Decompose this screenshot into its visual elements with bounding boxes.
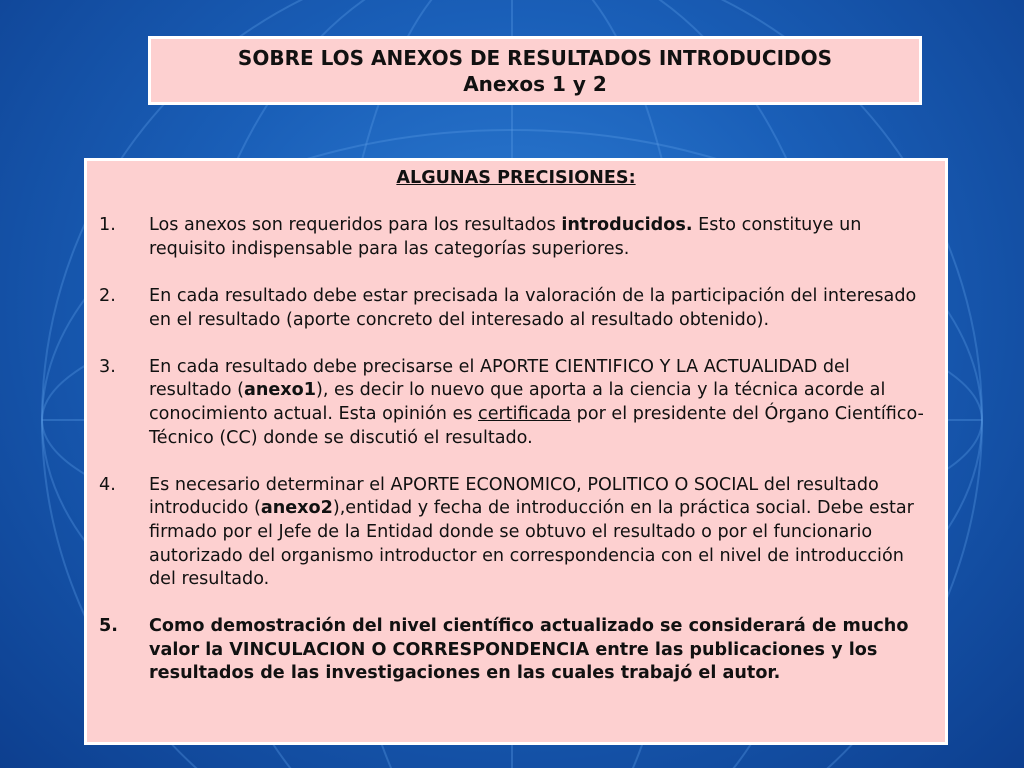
list-item-5: [99, 615, 933, 686]
list-item-4: [99, 474, 933, 592]
item-text: ),entidad y fecha de introducción en la práctica social. Debe estar firmado por el Jefe de la Entidad donde se obtuvo el resultado o por el funcionario autorizado del organismo introductor en correspondencia con el nivel de introducción del resultado.: [149, 498, 914, 590]
item-text: Los anexos son requeridos para los resultados: [149, 215, 562, 236]
item-text: Es necesario determinar el APORTE ECONOMICO, POLITICO O SOCIAL del resultado introducido (: [149, 474, 879, 519]
item-bold-text: anexo1: [243, 380, 316, 401]
precisions-heading: ALGUNAS PRECISIONES:: [396, 168, 636, 188]
item-underlined-text: certificada: [478, 403, 572, 424]
item-number: 1.: [99, 215, 116, 236]
slide-title-box: [148, 36, 922, 105]
item-number: 5.: [99, 616, 118, 637]
item-text: En cada resultado debe estar precisada la valoración de la participación del interesado en el resultado (aporte concreto del interesado al resultado obtenido).: [149, 285, 917, 330]
item-text: En cada resultado debe precisarse el APORTE CIENTIFICO Y LA ACTUALIDAD del resultado (: [149, 356, 850, 401]
item-number: 4.: [99, 474, 116, 495]
item-number: 3.: [99, 356, 116, 377]
list-item-1: [99, 214, 933, 261]
item-text: ), es decir lo nuevo que aporta a la ciencia y la técnica acorde al conocimiento actual. Esta opinión es: [149, 380, 886, 424]
item-number: 2.: [99, 285, 116, 306]
list-item-3: [99, 356, 933, 450]
item-text: Esto constituye un requisito indispensable para las categorías superiores.: [149, 215, 862, 259]
precisions-box: [84, 158, 948, 745]
slide-subtitle: Anexos 1 y 2: [463, 72, 607, 96]
slide-title: SOBRE LOS ANEXOS DE RESULTADOS INTRODUCIDOS: [237, 46, 833, 70]
item-bold-text: introducidos.: [561, 215, 693, 236]
item-text: Como demostración del nivel científico actualizado se considerará de mucho valor la VINCULACION O CORRESPONDENCIA entre las publicaciones y los resultados de las investigaciones en las cuales trabajó el autor.: [149, 616, 909, 684]
list-item-2: [99, 285, 933, 332]
item-bold-text: anexo2: [260, 498, 333, 519]
item-text: por el presidente del Órgano Científico-Técnico (CC) donde se discutió el resultado.: [149, 403, 924, 448]
